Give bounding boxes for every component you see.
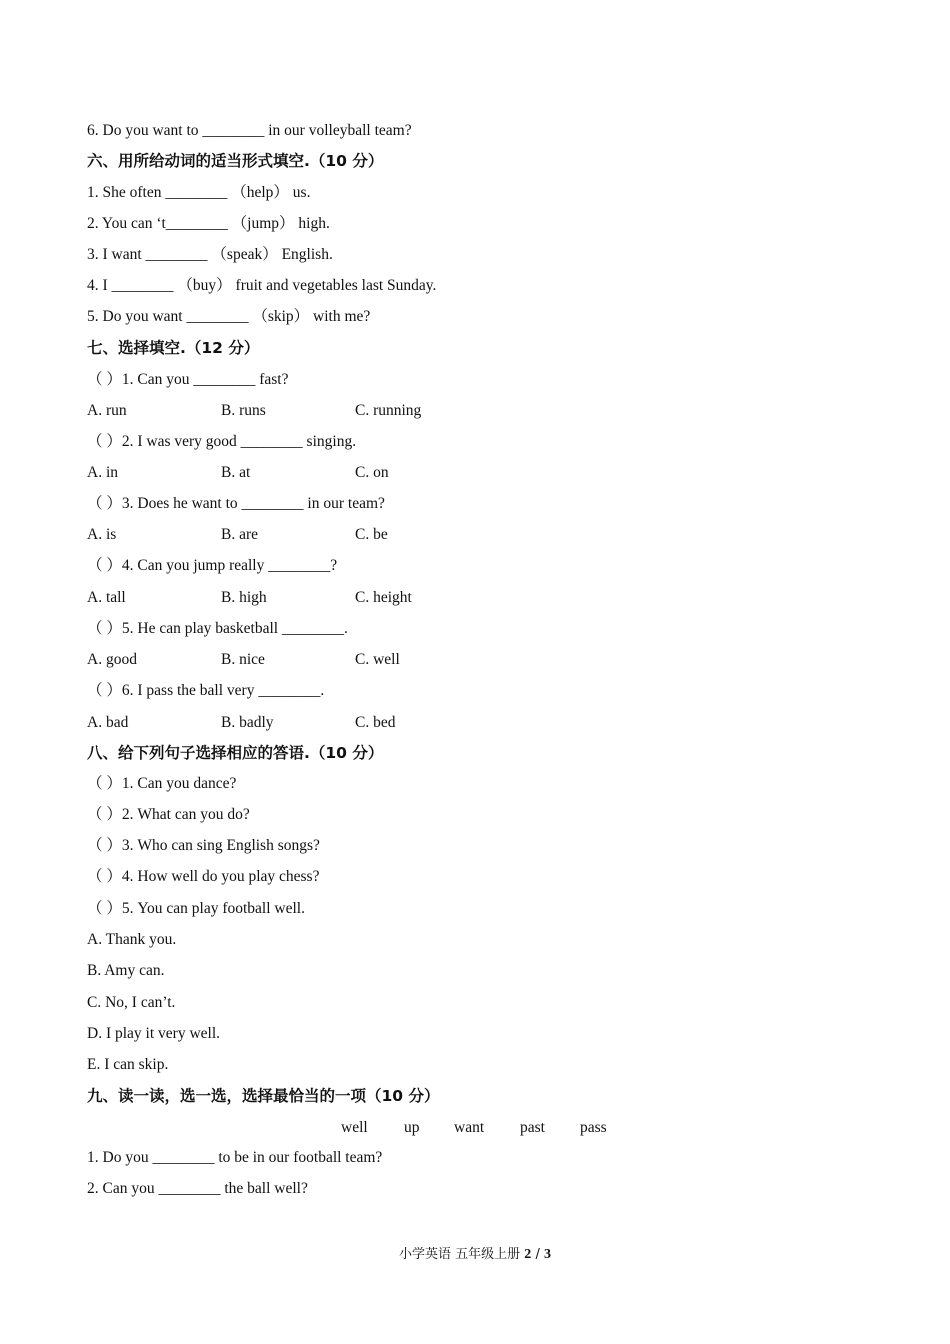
section-7-question-6: （ ）6. I pass the ball very ________. — [87, 682, 325, 699]
section-7-q6-option-a: A. bad — [87, 714, 129, 731]
section-6-item-3: 3. I want ________ （speak） English. — [87, 246, 333, 263]
word-bank-want: want — [454, 1119, 485, 1136]
section-7-question-4: （ ）4. Can you jump really ________? — [87, 557, 338, 574]
section-6-item-2: 2. You can ‘t________ （jump） high. — [87, 215, 330, 232]
section-8-answer-a: A. Thank you. — [87, 931, 177, 948]
section-8-answer-e: E. I can skip. — [87, 1056, 169, 1073]
section-6-heading: 六、用所给动词的适当形式填空.（10 分） — [87, 152, 384, 170]
section-7-q5-option-a: A. good — [87, 651, 137, 668]
footer-total-pages: 3 — [543, 1247, 551, 1262]
section-9-item-1: 1. Do you ________ to be in our football team? — [87, 1149, 383, 1166]
footer-separator: / — [535, 1247, 540, 1262]
section-7-q5-option-c: C. well — [355, 651, 400, 668]
footer-subject: 小学英语 五年级上册 — [399, 1247, 521, 1262]
section-7-q4-option-c: C. height — [355, 589, 412, 606]
section-8-question-1: （ ）1. Can you dance? — [87, 775, 237, 792]
section-7-q4-option-b: B. high — [221, 589, 267, 606]
section-7-question-1: （ ）1. Can you ________ fast? — [87, 371, 289, 388]
word-bank-well: well — [341, 1119, 368, 1136]
section-7-q1-option-a: A. run — [87, 402, 127, 419]
section-7-q3-option-c: C. be — [355, 526, 388, 543]
section-7-q4-option-a: A. tall — [87, 589, 126, 606]
section-8-question-3: （ ）3. Who can sing English songs? — [87, 837, 320, 854]
section-7-q1-option-c: C. running — [355, 402, 422, 419]
section-7-heading: 七、选择填空.（12 分） — [87, 339, 260, 357]
section-7-question-3: （ ）3. Does he want to ________ in our team? — [87, 495, 385, 512]
word-bank-past: past — [520, 1119, 545, 1136]
section-6-item-5: 5. Do you want ________ （skip） with me? — [87, 308, 371, 325]
footer-page-number: 2 — [524, 1247, 532, 1262]
section-7-question-5: （ ）5. He can play basketball ________. — [87, 620, 348, 637]
section-8-heading: 八、给下列句子选择相应的答语.（10 分） — [87, 744, 384, 762]
section-7-q3-option-b: B. are — [221, 526, 259, 543]
section-7-q5-option-b: B. nice — [221, 651, 265, 668]
section-7-q3-option-a: A. is — [87, 526, 117, 543]
section-7-q1-option-b: B. runs — [221, 402, 266, 419]
section-8-question-5: （ ）5. You can play football well. — [87, 900, 305, 917]
word-bank-pass: pass — [580, 1119, 607, 1136]
section-8-question-2: （ ）2. What can you do? — [87, 806, 250, 823]
section-7-question-2: （ ）2. I was very good ________ singing. — [87, 433, 357, 450]
section-8-answer-d: D. I play it very well. — [87, 1025, 221, 1042]
prev-question-6: 6. Do you want to ________ in our volleyball team? — [87, 122, 412, 139]
section-7-q6-option-b: B. badly — [221, 714, 274, 731]
section-6-item-1: 1. She often ________ （help） us. — [87, 184, 311, 201]
section-8-question-4: （ ）4. How well do you play chess? — [87, 868, 320, 885]
section-7-q2-option-c: C. on — [355, 464, 389, 481]
section-9-item-2: 2. Can you ________ the ball well? — [87, 1180, 308, 1197]
section-7-q6-option-c: C. bed — [355, 714, 396, 731]
page-footer — [0, 1246, 950, 1264]
section-8-answer-b: B. Amy can. — [87, 962, 165, 979]
section-8-answer-c: C. No, I can’t. — [87, 994, 176, 1011]
section-7-q2-option-a: A. in — [87, 464, 118, 481]
section-7-q2-option-b: B. at — [221, 464, 251, 481]
section-9-heading: 九、读一读，选一选，选择最恰当的一项（10 分） — [87, 1087, 440, 1105]
word-bank-up: up — [404, 1119, 420, 1136]
section-6-item-4: 4. I ________ （buy） fruit and vegetables last Sunday. — [87, 277, 437, 294]
